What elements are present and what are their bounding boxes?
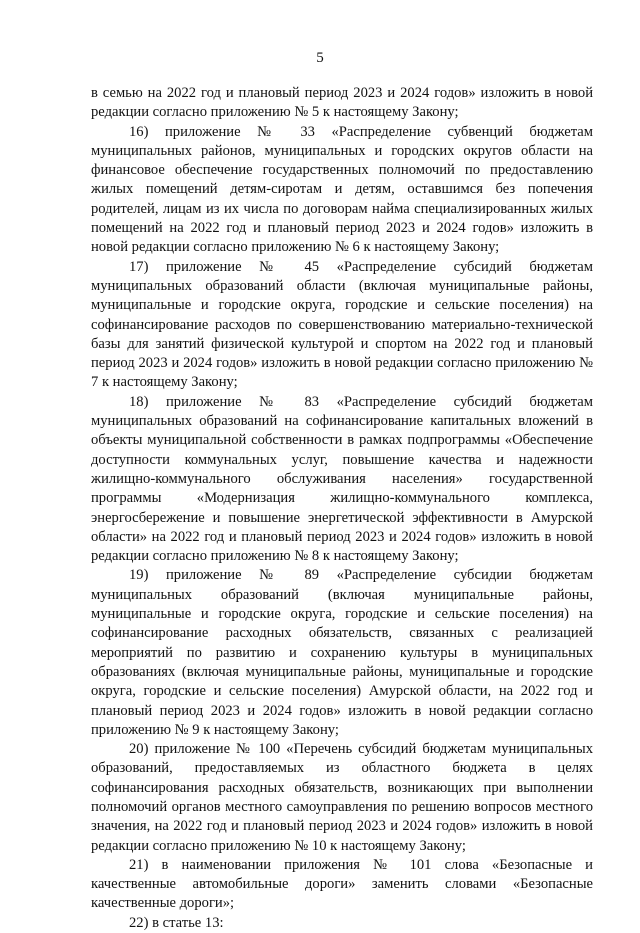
- paragraph-item-16: 16) приложение № 33 «Распределение субвенций бюджетам муниципальных районов, муниципальных и городских округов области на финансовое обеспечение государственных полномочий по предоставлению жилых помещений детям-сиротам и детям, оставшимся без попечения родителей, лицам из их числа по договорам найма специализированных жилых помещений на 2022 год и плановый период 2023 и 2024 годов» изложить в новой редакции согласно приложению № 6 к настоящему Закону;: [91, 123, 593, 256]
- paragraph-item-22: 22) в статье 13:: [129, 914, 224, 931]
- document-body: [91, 84, 593, 933]
- paragraph-item-21: 21) в наименовании приложения № 101 слова «Безопасные и качественные автомобильные дороги» заменить словами «Безопасные качественные дороги»;: [91, 856, 593, 912]
- paragraph-item-19: 19) приложение № 89 «Распределение субсидии бюджетам муниципальных образований (включая муниципальные районы, муниципальные и городские округа, городские и сельские поселения) на софинансирование расходных обязательств, связанных с реализацией мероприятий по развитию и сохранению культуры в муниципальных образованиях (включая муниципальные районы, муниципальные и городские округа, городские и сельские поселения) Амурской области, на 2022 год и плановый период 2023 и 2024 годов» изложить в новой редакции согласно приложению № 9 к настоящему Закону;: [91, 567, 593, 738]
- paragraph-item-17: 17) приложение № 45 «Распределение субсидий бюджетам муниципальных образований области (включая муниципальные районы, муниципальные и городские округа, городские и сельские поселения) на софинансирование расходов по совершенствованию материально-технической базы для занятий физической культурой и спортом на 2022 год и плановый период 2023 и 2024 годов» изложить в новой редакции согласно приложению № 7 к настоящему Закону;: [91, 258, 593, 391]
- paragraph-item-18: 18) приложение № 83 «Распределение субсидий бюджетам муниципальных образований на софинансирование капитальных вложений в объекты муниципальной собственности в рамках подпрограммы «Обеспечение доступности коммунальных услуг, повышение качества и надежности жилищно-коммунального обслуживания населения» государственной программы «Модернизация жилищно-коммунального комплекса, энергосбережение и повышение энергетической эффективности в Амурской области» на 2022 год и плановый период 2023 и 2024 годов» изложить в новой редакции согласно приложению № 8 к настоящему Закону;: [91, 393, 593, 565]
- paragraph-continuation: в семью на 2022 год и плановый период 2023 и 2024 годов» изложить в новой редакции согласно приложению № 5 к настоящему Закону;: [91, 85, 593, 121]
- page-number: 5: [316, 50, 324, 66]
- paragraph-item-20: 20) приложение № 100 «Перечень субсидий бюджетам муниципальных образований, предоставляемых из областного бюджета в целях софинансирования расходных обязательств, возникающих при выполнении полномочий органов местного самоуправления по решению вопросов местного значения, на 2022 год и плановый период 2023 и 2024 годов» изложить в новой редакции согласно приложению № 10 к настоящему Закону;: [91, 741, 593, 854]
